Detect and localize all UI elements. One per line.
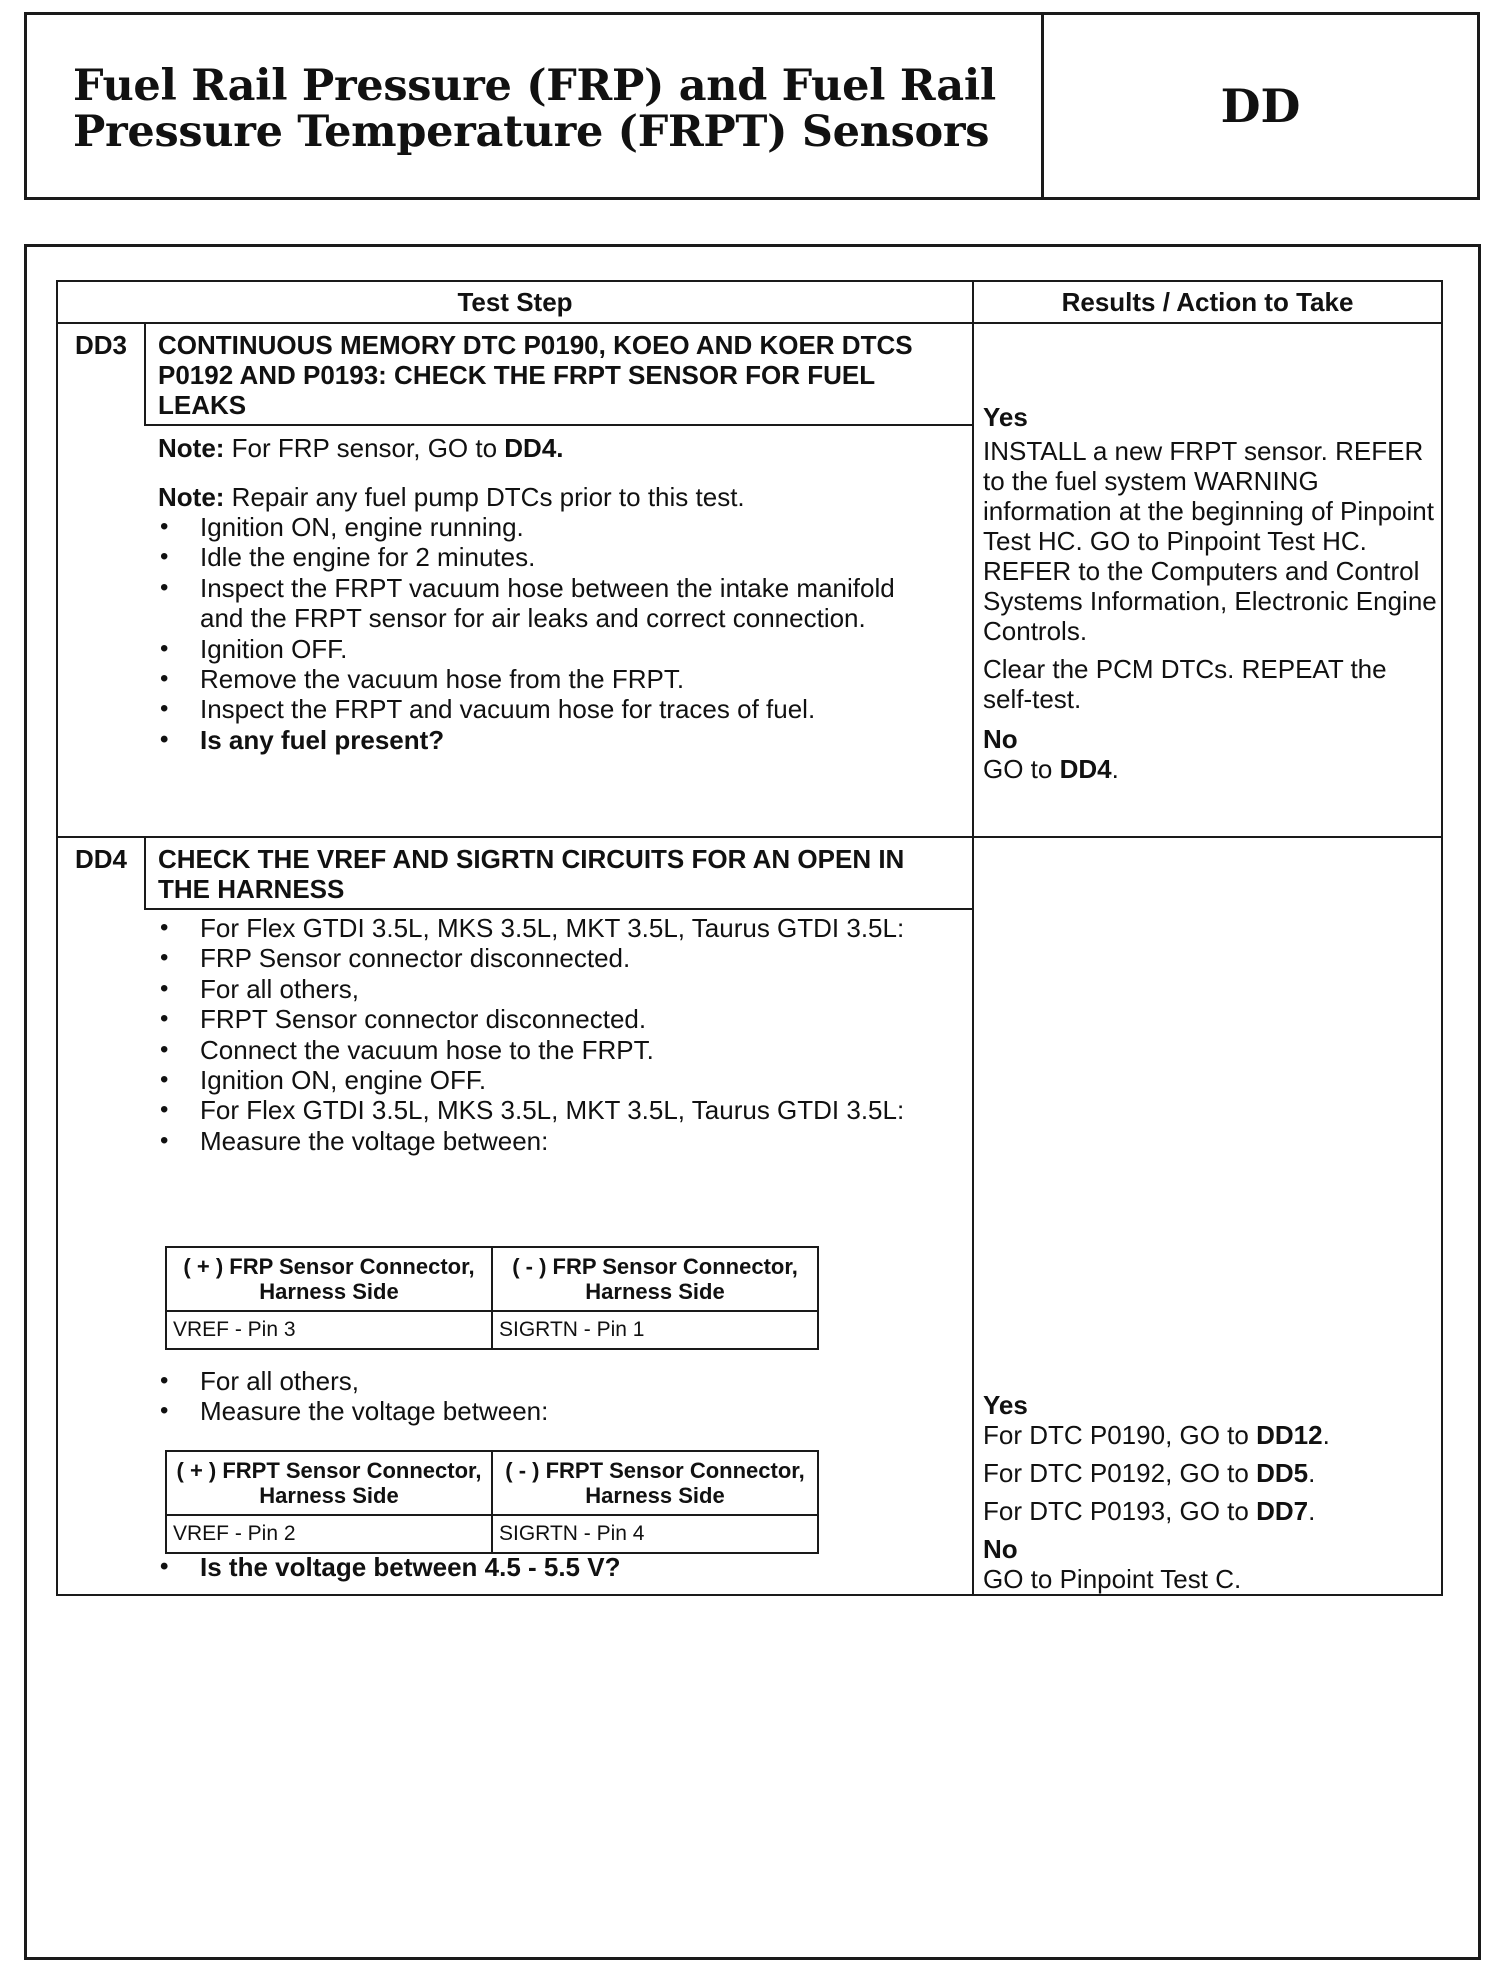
negative-terminal-value: SIGRTN - Pin 1 (492, 1311, 818, 1349)
dd3-heading-rule (144, 424, 972, 426)
dd3-dd4-rule (58, 836, 1441, 838)
dd4-question-list (158, 1552, 938, 1582)
route-end: . (1308, 1458, 1316, 1488)
instruction-item: • Ignition ON, engine OFF. (158, 1065, 938, 1095)
note-text: For FRP sensor, GO to (224, 433, 505, 463)
yes-action: INSTALL a new FRPT sensor. REFER to the fuel system WARNING information at the beginning of Pinpoint Test HC. GO to Pinpoint Test HC. REFER to the Computers and Control Systems Information, Electronic Engine Controls. (983, 436, 1437, 646)
no-label: No (983, 1534, 1018, 1564)
instruction-item: • Inspect the FRPT vacuum hose between the intake manifold and the FRPT sensor for air leaks and correct connection. (158, 573, 938, 634)
negative-terminal-header: ( - ) FRPT Sensor Connector, Harness Side (492, 1451, 818, 1515)
yes-label: Yes (983, 402, 1028, 432)
dd3-id-divider (144, 322, 146, 424)
negative-terminal-value: SIGRTN - Pin 4 (492, 1515, 818, 1553)
decision-question: • Is any fuel present? (158, 725, 938, 755)
step-id-dd4: DD4 (74, 844, 127, 874)
dd3-instructions (158, 512, 938, 755)
procedure-table (56, 280, 1443, 1596)
instruction-item: • Remove the vacuum hose from the FRPT. (158, 664, 938, 694)
step-reference: DD12 (1256, 1420, 1323, 1450)
instruction-item: • For Flex GTDI 3.5L, MKS 3.5L, MKT 3.5L, Taurus GTDI 3.5L: (158, 1095, 938, 1125)
yes-action-repeat: Clear the PCM DTCs. REPEAT the self-test. (983, 654, 1387, 714)
dd4-instructions-others (158, 1366, 938, 1427)
no-action-end: . (1111, 754, 1119, 784)
column-header-results: Results / Action to Take (1061, 286, 1354, 317)
yes-route-p0190 (983, 1420, 1438, 1458)
header-rule (58, 322, 1441, 324)
route-text: For DTC P0190, GO to (983, 1420, 1257, 1450)
instruction-item: • Ignition OFF. (158, 634, 938, 664)
dd3-results (983, 402, 1438, 784)
frp-measurement-table (165, 1246, 819, 1350)
route-end: . (1308, 1496, 1316, 1526)
positive-terminal-header: ( + ) FRPT Sensor Connector, Harness Side (166, 1451, 492, 1515)
instruction-item: • Idle the engine for 2 minutes. (158, 542, 938, 572)
no-label: No (983, 724, 1018, 754)
route-text: For DTC P0193, GO to (983, 1496, 1257, 1526)
note-label: Note: (158, 482, 225, 512)
instruction-item: • For all others, (158, 974, 938, 1004)
note-text: Repair any fuel pump DTCs prior to this test. (224, 482, 745, 512)
step-reference: DD5 (1256, 1458, 1309, 1488)
step-reference: DD4. (504, 433, 564, 463)
step-reference: DD7 (1256, 1496, 1309, 1526)
route-end: . (1322, 1420, 1330, 1450)
page-header (24, 12, 1480, 200)
negative-terminal-header: ( - ) FRP Sensor Connector, Harness Side (492, 1247, 818, 1311)
instruction-item: • Inspect the FRPT and vacuum hose for traces of fuel. (158, 694, 938, 724)
route-text: For DTC P0192, GO to (983, 1458, 1257, 1488)
column-header-test-step: Test Step (457, 286, 573, 317)
instruction-item: • FRP Sensor connector disconnected. (158, 943, 938, 973)
no-action-text: GO to (983, 754, 1060, 784)
instruction-item: • FRPT Sensor connector disconnected. (158, 1004, 938, 1034)
step-heading-dd4: CHECK THE VREF AND SIGRTN CIRCUITS FOR AN OPEN IN THE HARNESS (158, 844, 905, 904)
instruction-item: • For all others, (158, 1366, 938, 1396)
no-action (983, 754, 1438, 784)
instruction-item: • Ignition ON, engine running. (158, 512, 938, 542)
yes-label: Yes (983, 1390, 1028, 1420)
instruction-item: • Measure the voltage between: (158, 1396, 938, 1426)
positive-terminal-value: VREF - Pin 3 (166, 1311, 492, 1349)
dd4-id-divider (144, 836, 146, 908)
instruction-item: • Measure the voltage between: (158, 1126, 938, 1156)
note-label: Note: (158, 433, 225, 463)
step-reference: DD4 (1059, 754, 1112, 784)
page-title: Fuel Rail Pressure (FRP) and Fuel Rail Pressure Temperature (FRPT) Sensors (73, 61, 996, 157)
section-code: DD (1220, 79, 1301, 133)
instruction-item: • Connect the vacuum hose to the FRPT. (158, 1035, 938, 1065)
column-divider (972, 282, 974, 1594)
positive-terminal-header: ( + ) FRP Sensor Connector, Harness Side (166, 1247, 492, 1311)
dd4-results (983, 1390, 1438, 1594)
yes-route-p0192 (983, 1458, 1438, 1496)
no-action: GO to Pinpoint Test C. (983, 1564, 1242, 1594)
dd4-heading-rule (144, 908, 972, 910)
instruction-item: • For Flex GTDI 3.5L, MKS 3.5L, MKT 3.5L, Taurus GTDI 3.5L: (158, 913, 938, 943)
dd3-note-dtcs (158, 482, 745, 512)
dd3-note-frp (158, 433, 564, 463)
decision-question: • Is the voltage between 4.5 - 5.5 V? (158, 1552, 938, 1582)
positive-terminal-value: VREF - Pin 2 (166, 1515, 492, 1553)
step-id-dd3: DD3 (74, 330, 127, 360)
dd4-instructions (158, 913, 938, 1156)
step-heading-dd3: CONTINUOUS MEMORY DTC P0190, KOEO AND KOER DTCS P0192 AND P0193: CHECK THE FRPT SENSOR FOR FUEL LEAKS (158, 330, 913, 420)
yes-route-p0193 (983, 1496, 1438, 1534)
frpt-measurement-table (165, 1450, 819, 1554)
